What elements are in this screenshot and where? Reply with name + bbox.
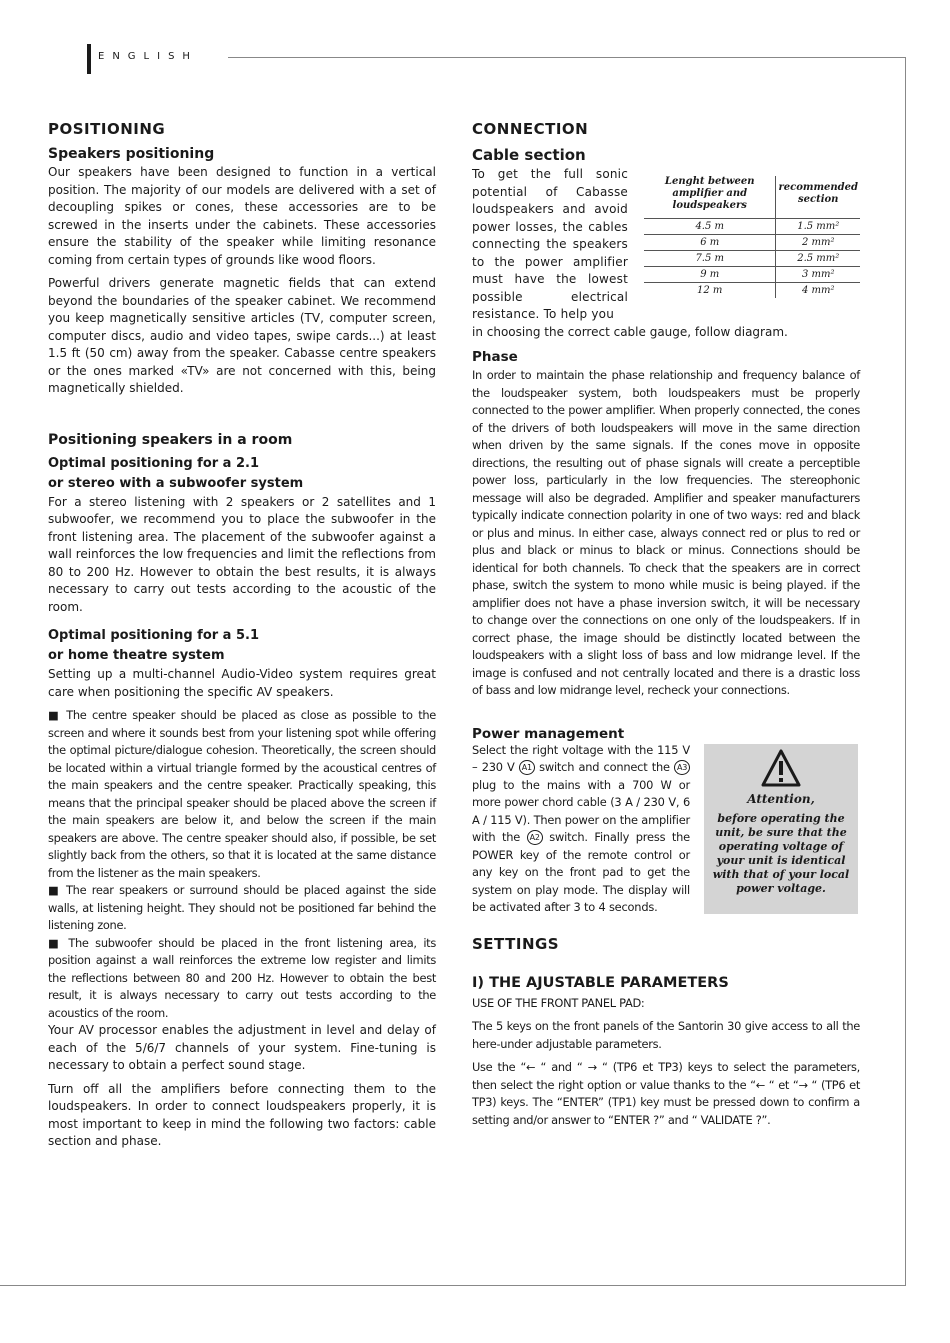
use-keys-paragraph: Use the “← “ and “ → “ (TP6 et TP3) keys to select the parameters, then select the right option or value thanks to the “← “ et “→ “ (TP6 et TP3) keys. The “ENTER” (TP1) key must be pressed down to confirm a setting and/or answer to “ENTER ?” and “ VALIDATE ?”. [472,1060,860,1127]
left-column [48,120,436,1157]
attention-text: before operating the unit, be sure that the operating voltage of your unit is identical with that of your local power voltage. [712,811,850,895]
cable-table-header-section: recommended section [778,182,858,205]
av-processor-paragraph: Your AV processor enables the adjustment in level and delay of each of the 5/6/7 channels of your system. Fine-tuning is necessary to obtain a perfect sound stage. [48,1023,436,1072]
a3-marker: A3 [674,760,690,775]
cable-table [644,176,860,298]
header-rule [228,57,906,58]
optimal-51-heading-line2: or home theatre system [48,648,225,663]
a1-marker: A1 [519,760,535,775]
turn-off-paragraph: Turn off all the amplifiers before connecting them to the loudspeakers. In order to connect loudspeakers properly, it is most important to keep in mind the following two factors: cable section and phase. [48,1081,436,1148]
warning-icon [760,748,802,788]
table-row: 9 m 3 mm² [644,267,860,283]
positioning-heading: POSITIONING [48,120,166,138]
ajustable-parameters-heading: I) THE AJUSTABLE PARAMETERS [472,974,729,991]
cable-paragraph-continued: in choosing the correct cable gauge, follow diagram. [472,324,788,339]
table-row: 7.5 m 2.5 mm² [644,251,860,267]
table-row: 4.5 m 1.5 mm² [644,219,860,235]
attention-box [704,744,858,914]
cable-table-header-length: Lenght between amplifier and loudspeakers [644,176,776,219]
keys-paragraph: The 5 keys on the front panels of the Santorin 30 give access to all the here-under adjustable parameters. [472,1019,860,1051]
power-management-heading: Power management [472,725,625,742]
front-panel-label: USE OF THE FRONT PANEL PAD: [472,995,645,1010]
a2-marker: A2 [527,830,543,845]
speakers-positioning-heading: Speakers positioning [48,146,215,162]
optimal-21-heading-line2: or stereo with a subwoofer system [48,475,304,491]
footer-rule [0,1285,906,1286]
bullet-centre-speaker: ■ The centre speaker should be placed as close as possible to the screen and where it sounds best from your listening spot while offering the optimal picture/dialogue cohesion. Theoretically, the screen should be located within a virtual triangle formed by the acoustical centres of the main speakers and the centre speaker. Practically speaking, this means that the principal speaker should be placed above the screen if the main speakers are below it, and below the screen if the main speakers are above. The centre speaker should also, if possible, be set slightly back from the others, so that it is located at the same distance from the listener as the main speakers. [48,708,436,880]
phase-heading: Phase [472,349,518,365]
bullet-rear-speakers: ■ The rear speakers or surround should be placed against the side walls, at listening height. They should not be positioned far behind the listening zone. [48,883,436,932]
bullet-subwoofer: ■ The subwoofer should be placed in the front listening area, its position against a wall reinforces the extreme low register and limits the reflections between 80 and 200 Hz. However to obtain the best result, it is always necessary to carry out tests according to the acoustics of the room. [48,935,436,1020]
table-row: 6 m 2 mm² [644,235,860,251]
power-management-section [472,742,860,917]
speakers-paragraph-2: Powerful drivers generate magnetic fields that can extend beyond the boundaries of the speaker cabinet. We recommend you keep magnetically sensitive articles (TV, computer screen, computer discs, audio and video tapes, swipe cards...) at least 1.5 ft (50 cm) away from the speaker. Cabasse centre speakers or the ones marked «TV» are not concerned with this, being magnetically shielded. [48,276,436,395]
table-row: 12 m 4 mm² [644,283,860,299]
optimal-21-paragraph: For a stereo listening with 2 speakers or 2 satellites and 1 subwoofer, we recommend you to place the subwoofer in the front listening area. The placement of the subwoofer against a wall reinforces the low frequencies and limit the reflections from 80 to 200 Hz. However to obtain the best results, it is always necessary to carry out tests according to the acoustic of the room. [48,494,436,614]
connection-heading: CONNECTION [472,120,589,138]
cable-paragraph: To get the full sonic potential of Cabasse loudspeakers and avoid power losses, the cables connecting the speakers to the power amplifier must have the lowest possible electrical resistance. To help you [472,167,628,321]
right-column [472,120,860,1135]
optimal-51-heading-line1: Optimal positioning for a 5.1 [48,628,260,643]
room-heading: Positioning speakers in a room [48,431,293,448]
cable-section [472,166,860,324]
attention-title: Attention, [747,791,815,806]
settings-heading: SETTINGS [472,934,560,953]
optimal-51-paragraph: Setting up a multi-channel Audio-Video system requires great care when positioning the specific AV speakers. [48,667,436,699]
phase-paragraph: In order to maintain the phase relationship and frequency balance of the loudspeaker system, both loudspeakers must be properly connected to the power amplifier. When properly connected, the cones of the drivers of both loudspeakers will move in the same direction when driven by the same signals. If the cones move in opposite directions, the resulting out of phase signals will create a perceptible power loss, particularly in the low frequencies. The stereophonic message will also be degraded. Amplifier and speaker manufacturers typically indicate connection polarity in one of two ways: red and black or plus and minus. In either case, always connect red or plus to red or plus and black or minus to black or minus. Connections should be identical for both channels. To check that the speakers are in correct phase, switch the system to mono while music is being played. if the amplifier does not have a phase inversion switch, it will be necessary to change over the connections on one only of the loudspeakers. If in correct phase, the image should be distinctly located between the loudspeakers with a slight loss of bass and low midrange level. If the image is confused and not centrally located and there is a drastic loss of bass and low midrange level, recheck your connections. [472,368,860,697]
cable-section-heading: Cable section [472,146,586,164]
header-bar [87,44,91,74]
power-paragraph: Select the right voltage with the 115 V – 230 V A1 switch and connect the A3 plug to the mains with a 700 W or more power chord cable (3 A / 230 V, 6 A / 115 V). Then power on the amplifier with the A2 switch. Finally press the POWER key of the remote control or any key on the front pad to get the system on play mode. The display will be activated after 3 to 4 seconds. [472,742,690,914]
right-margin-rule [905,57,906,1285]
optimal-21-heading-line1: Optimal positioning for a 2.1 [48,455,260,471]
header-language: ENGLISH [98,51,198,62]
speakers-paragraph-1: Our speakers have been designed to function in a vertical position. The majority of our models are delivered with a set of decoupling spikes or cones, these accessories are to be screwed in the inserts under the cabinets. These accessories ensure the stability of the speaker while limiting resonance coming from certain types of grounds like wood floors. [48,165,436,267]
